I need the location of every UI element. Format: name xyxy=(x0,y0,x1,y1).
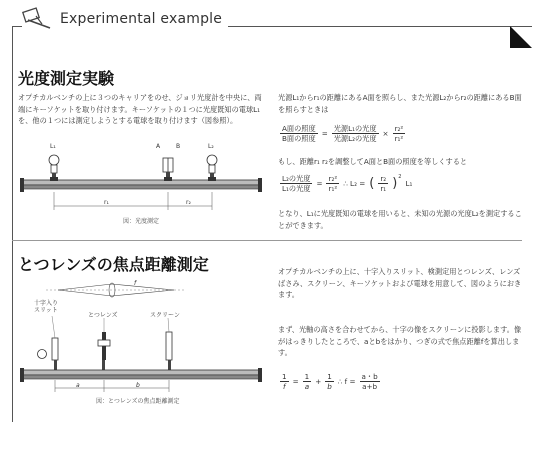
formula-focal-length: $\frac{1}{f}$ = $\frac{1}{a}$ + $\frac{1}{b}$ ∴ f = $\frac{a・b}{a+b}$ xyxy=(282,372,378,391)
label-a: A xyxy=(156,143,161,150)
section1-title: 光度測定実験 xyxy=(18,69,115,88)
section2-para-1: オプチカルベンチの上に、十字入りスリット、検測定用とつレンズ、レンズばさみ、スクリーン、キーソケットおよび電球を用意して、図のようにおきます。 xyxy=(278,267,522,299)
header-title: Experimental example xyxy=(60,11,223,27)
section-divider xyxy=(12,240,522,241)
label-r1: r₁ xyxy=(104,199,109,206)
photometry-diagram xyxy=(16,140,266,220)
optical-bench-icon xyxy=(22,6,52,32)
label-l1: L₁ xyxy=(50,143,56,150)
label-r2: r₂ xyxy=(186,199,191,206)
label-lens: とつレンズ xyxy=(88,312,118,319)
section1-right-3: となり、L₁に光度既知の電球を用いると、未知の光源の光度L₂を測定することができます。 xyxy=(278,209,522,230)
label-l2: L₂ xyxy=(208,143,214,150)
label-b-dist: b xyxy=(136,382,140,389)
formula-illuminance: $\frac{\text{A面の照度}}{\text{B面の照度}}$ = $\frac{\text{光源L₁の光度}}{\text{光源L₂の光度}}$ × $\frac{\text{r₂²}}{\text{r₁²}}$ xyxy=(282,124,404,143)
slit xyxy=(38,338,59,370)
optical-bench-rail xyxy=(20,177,262,192)
section1-intro: オプチカルベンチの上に３つのキャリアをのせ、ジョリ光度計を中央に、両端にキーソケットを取り付けます。キーソケットの１つに光度既知の電球L₁を、他の１つには測定しようとする電球を取り付けます（図参照）。 xyxy=(18,93,262,125)
convex-lens xyxy=(98,332,110,370)
section1-right-2: もし、距離r₁ r₂を調整してA面とB面の照度を等しくすると xyxy=(278,157,468,166)
label-f: f xyxy=(134,280,137,287)
header xyxy=(22,6,228,32)
section2-title: とつレンズの焦点距離測定 xyxy=(18,255,209,274)
bulb-l2 xyxy=(207,155,217,173)
lens-diagram xyxy=(16,276,266,396)
section1-right-1: 光源L₁からr₁の距離にあるA面を照らし、また光源L₂からr₂の距離にあるB面を照らすときは xyxy=(278,93,522,114)
lens-caption: 図：とつレンズの焦点距離測定 xyxy=(96,398,180,405)
label-b: B xyxy=(176,143,181,150)
section2-para-2: まず、光軸の高さを合わせてから、十字の像をスクリーンに投影します。像がはっきりしたところで、aとbをはかり、つぎの式で焦点距離fを算出します。 xyxy=(278,325,522,357)
label-a-dist: a xyxy=(76,382,80,389)
screen xyxy=(166,332,172,370)
label-slit: 十字入り スリット xyxy=(34,300,59,314)
optical-bench-rail-2 xyxy=(20,368,262,382)
photometry-caption: 図：光度測定 xyxy=(123,218,160,225)
label-screen: スクリーン xyxy=(150,312,180,319)
formula-luminous-intensity: $\frac{\text{L₂の光度}}{\text{L₁の光度}}$ = $\frac{\text{r₂²}}{\text{r₁²}}$ ∴ L₂ = ( $\frac{\text{r₂}}{\text{r₁}}$ ) $^2$ L₁ xyxy=(282,174,413,193)
photometer xyxy=(163,158,173,172)
bulb-l1 xyxy=(49,155,59,173)
page-corner-fold xyxy=(510,26,532,48)
